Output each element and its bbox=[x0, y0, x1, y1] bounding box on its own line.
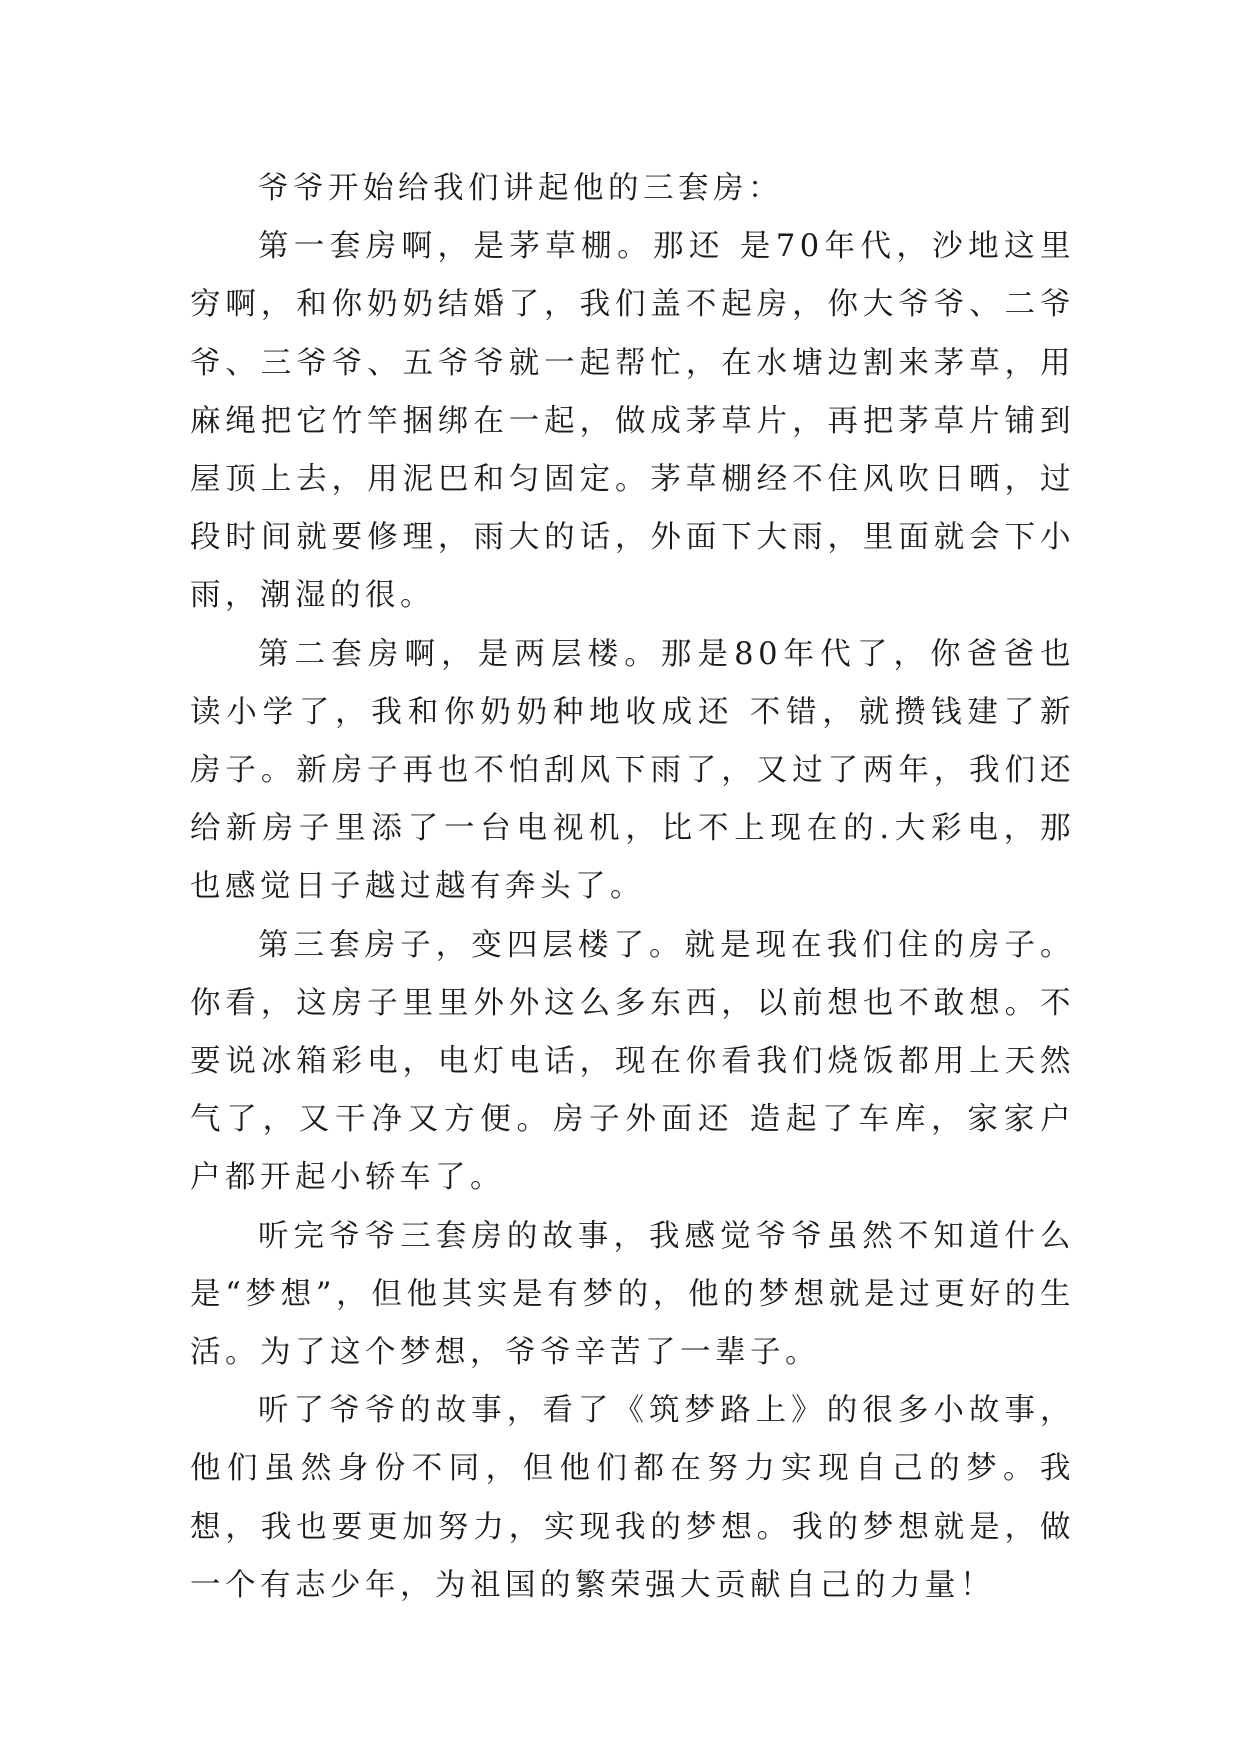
paragraph-second-house: 第二套房啊，是两层楼。那是80年代了，你爸爸也读小学了，我和你奶奶种地收成还 不错，就攒钱建了新房子。新房子再也不怕刮风下雨了，又过了两年，我们还 给新房子里添了一台电视机，比不上现在的.大彩电，那也感觉日子越过越有奔头了。 bbox=[190, 636, 1075, 905]
paragraph-first-house: 第一套房啊，是茅草棚。那还 是70年代，沙地这里穷啊，和你奶奶结婚了，我们盖不起房，你大爷爷、二爷爷、三爷爷、五爷爷就一起帮忙，在水塘边割来茅草，用麻绳把它竹竿捆绑在一起，做成茅草片，再把茅草片铺到屋顶上去，用泥巴和匀固定。茅草棚经不住风吹日晒，过段时间就要修理，雨大的话，外面下大雨，里面就会下小雨，潮湿的很。 bbox=[190, 229, 1075, 614]
body-text bbox=[190, 160, 1075, 1615]
paragraph-intro: 爷爷开始给我们讲起他的三套房： bbox=[258, 171, 783, 206]
paragraph-conclusion: 听了爷爷的故事，看了《筑梦路上》的很多小故事，他们虽然身份不同，但他们都在努力实现自己的梦。我想，我也要更加努力，实现我的梦想。我的梦想就是，做一个有志少年，为祖国的繁荣强大贡献自己的力量！ bbox=[190, 1393, 1075, 1603]
paragraph-third-house: 第三套房子，变四层楼了。就是现在我们住的房子。你看，这房子里里外外这么多东西，以前想也不敢想。不要说冰箱彩电，电灯电话，现在你看我们烧饭都用上天然气了，又干净又方便。房子外面还 造起了车库，家家户户都开起小轿车了。 bbox=[190, 927, 1075, 1196]
paragraph-reflection: 听完爷爷三套房的故事，我感觉爷爷虽然不知道什么是“梦想”，但他其实是有梦的，他的梦想就是过更好的生活。为了这个梦想，爷爷辛苦了一辈子。 bbox=[190, 1218, 1075, 1371]
